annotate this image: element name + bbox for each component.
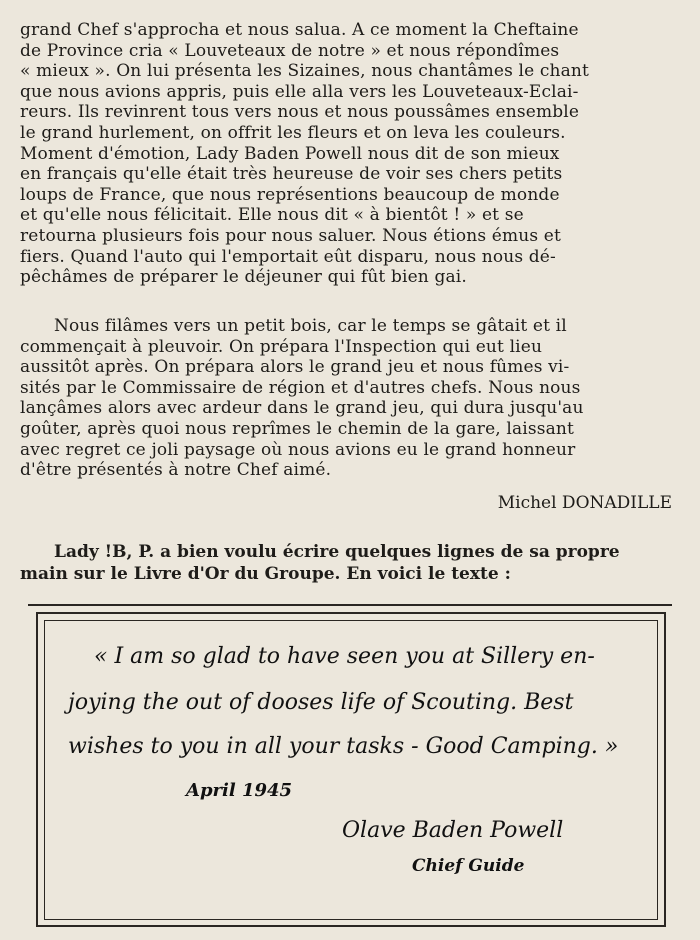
paragraph-one <box>20 20 670 288</box>
handwritten-line: wishes to you in all your tasks - Good Camping. » <box>68 734 619 759</box>
text-line: retourna plusieurs fois pour nous saluer. Nous étions émus et <box>20 225 561 246</box>
handwritten-line: « I am so glad to have seen you at Sillery en- <box>94 644 595 669</box>
text-line: Nous filâmes vers un petit bois, car le temps se gâtait et il <box>54 316 567 336</box>
handwritten-line: joying the out of dooses life of Scouting. Best <box>68 690 574 715</box>
author-signature: Michel DONADILLE <box>497 493 672 513</box>
intro-text <box>20 541 680 585</box>
text-line: fiers. Quand l'auto qui l'emportait eût disparu, nous nous dé- <box>20 246 556 267</box>
handwritten-title: Chief Guide <box>412 856 525 876</box>
text-line: de Province cria « Louveteaux de notre » et nous répondîmes <box>20 40 560 61</box>
text-line: « mieux ». On lui présenta les Sizaines, nous chantâmes le chant <box>20 61 590 82</box>
text-line: aussitôt après. On prépara alors le grand jeu et nous fûmes vi- <box>20 357 570 378</box>
text-line: en français qu'elle était très heureuse de voir ses chers petits <box>20 164 563 185</box>
text-line: Moment d'émotion, Lady Baden Powell nous dit de son mieux <box>20 143 560 164</box>
text-line: grand Chef s'approcha et nous salua. A ce moment la Cheftaine <box>20 20 579 40</box>
text-line: main sur le Livre d'Or du Groupe. En voici le texte : <box>20 564 511 584</box>
handwritten-signature: Olave Baden Powell <box>342 818 564 843</box>
text-line: Lady !B, P. a bien voulu écrire quelques lignes de sa propre <box>54 542 620 562</box>
text-line: sités par le Commissaire de région et d'autres chefs. Nous nous <box>20 377 581 398</box>
text-line: le grand hurlement, on offrit les fleurs et on leva les couleurs. <box>20 122 566 143</box>
paragraph-two <box>20 316 670 481</box>
text-line: lançâmes alors avec ardeur dans le grand jeu, qui dura jusqu'au <box>20 398 584 419</box>
text-line: d'être présentés à notre Chef aimé. <box>20 460 332 481</box>
text-line: que nous avions appris, puis elle alla vers les Louveteaux-Eclai- <box>20 81 579 102</box>
text-line: goûter, après quoi nous reprîmes le chemin de la gare, laissant <box>20 418 574 439</box>
divider <box>28 604 672 606</box>
text-line: loups de France, que nous représentions beaucoup de monde <box>20 184 560 205</box>
handwritten-date: April 1945 <box>186 780 293 801</box>
text-line: avec regret ce joli paysage où nous avions eu le grand honneur <box>20 439 576 460</box>
text-line: reurs. Ils revinrent tous vers nous et nous poussâmes ensemble <box>20 102 580 123</box>
text-line: et qu'elle nous félicitait. Elle nous dit « à bientôt ! » et se <box>20 205 524 226</box>
text-line: pêchâmes de préparer le déjeuner qui fût bien gai. <box>20 267 467 288</box>
text-line: commençait à pleuvoir. On prépara l'Inspection qui eut lieu <box>20 336 543 357</box>
